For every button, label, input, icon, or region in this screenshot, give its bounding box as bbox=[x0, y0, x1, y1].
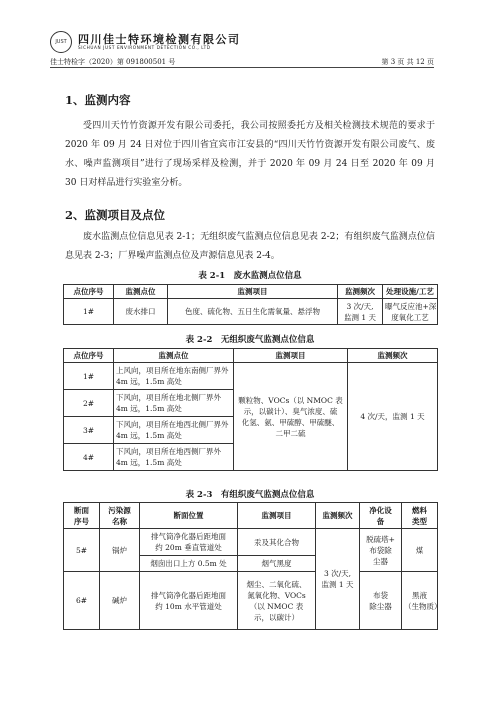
header-line: 净化设 bbox=[369, 505, 392, 515]
equipment-line: 布袋 bbox=[373, 590, 388, 600]
header-line: 污染源 bbox=[108, 505, 131, 515]
report-number: 佳士特检字（2020）第 091800501 号 bbox=[50, 58, 176, 66]
company-name-cn: 四川佳士特环境检测有限公司 bbox=[78, 33, 241, 46]
items-line: （以 NMOC 表 bbox=[249, 601, 304, 611]
site-line: 4m 远，1.5m 高处 bbox=[116, 458, 182, 467]
monitoring-frequency bbox=[338, 299, 383, 325]
header-line: 备 bbox=[376, 516, 385, 526]
table-row bbox=[64, 363, 438, 390]
equipment-line: 尘器 bbox=[373, 556, 388, 566]
table-header bbox=[64, 503, 100, 529]
company-name-en: SICHUAN JUST ENVIRONMENT DETECTION CO., LTD bbox=[78, 45, 211, 50]
table-header: 监测点位 bbox=[114, 285, 168, 299]
site-line: 下风向，项目所在地北侧厂界外 bbox=[116, 393, 221, 402]
table-header: 点位序号 bbox=[64, 285, 114, 299]
pollution-source: 锅炉 bbox=[100, 529, 140, 572]
facility-line: 曝气反应池+深 bbox=[385, 301, 437, 311]
monitoring-site bbox=[114, 363, 234, 390]
freq-line: 监测 1 天 bbox=[343, 312, 377, 322]
fuel-line: 黑液 bbox=[412, 590, 427, 600]
table-2-2 bbox=[63, 348, 438, 471]
table-header bbox=[402, 503, 438, 529]
header-divider bbox=[50, 67, 434, 68]
purification-equipment bbox=[360, 529, 402, 572]
table-header: 监测频次 bbox=[338, 285, 383, 299]
site-line: 4m 远，1.5m 高处 bbox=[116, 377, 182, 386]
table-2-3 bbox=[63, 502, 442, 630]
items-line: 烟尘、二氧化硫、 bbox=[246, 579, 307, 589]
items-line: 化氢、氨、甲硫醇、甲硫醚、 bbox=[241, 417, 340, 427]
monitoring-site bbox=[114, 444, 234, 471]
point-number: 1# bbox=[64, 299, 114, 325]
position-line: 约 10m 水平管道处 bbox=[155, 601, 222, 611]
monitoring-items bbox=[238, 572, 316, 630]
fuel-type: 煤 bbox=[402, 529, 438, 572]
monitoring-items: 汞及其化合物 bbox=[238, 529, 316, 556]
monitoring-frequency: 4 次/天，监测 1 天 bbox=[348, 363, 438, 471]
items-line: 颗粒物、VOCs（以 NMOC 表 bbox=[238, 395, 343, 405]
table-2-1 bbox=[63, 284, 438, 325]
treatment-facility bbox=[383, 299, 438, 325]
position-line: 排气筒净化器后距地面 bbox=[151, 590, 226, 600]
table-header: 处理设施/工艺 bbox=[383, 285, 438, 299]
site-line: 上风向，项目所在地东南侧厂界外 bbox=[116, 366, 229, 375]
purification-equipment bbox=[360, 572, 402, 630]
monitoring-items: 色度、硫化物、五日生化需氧量、悬浮物 bbox=[168, 299, 338, 325]
table-row bbox=[64, 299, 438, 325]
section-1-title: 1、监测内容 bbox=[65, 93, 131, 107]
items-line: 氮氧化物、VOCs bbox=[247, 590, 306, 600]
site-line: 下风向，项目所在地西侧厂界外 bbox=[116, 447, 221, 456]
table-header: 监测频次 bbox=[348, 349, 438, 363]
items-line: 示，以碳计） bbox=[254, 612, 299, 622]
site-line: 4m 远，1.5m 高处 bbox=[116, 431, 182, 440]
items-line: 示，以碳计）、臭气浓度、硫 bbox=[243, 406, 338, 416]
table-2-1-caption: 表 2-1 废水监测点位信息 bbox=[198, 271, 302, 281]
section-1-paragraph: 受四川天竹竹资源开发有限公司委托，我公司按照委托方及相关检测技术规范的要求于 2020 年 09 月 24 日对位于四川省宜宾市江安县的“四川天竹竹资源开发有限公司废气、废水、噪声监测项目”进行了现场采样及检测，并于 2020 年 09 月 24 日至 2020 年 09 月 30 日对样品进行实验室分析。 bbox=[65, 121, 435, 188]
table-2-3-caption: 表 2-3 有组织废气监测点位信息 bbox=[185, 490, 315, 500]
section-2-title: 2、监测项目及点位 bbox=[65, 208, 166, 222]
table-header: 监测频次 bbox=[316, 503, 360, 529]
facility-line: 度氧化工艺 bbox=[391, 312, 429, 322]
header-line: 序号 bbox=[74, 516, 89, 526]
section-position bbox=[140, 529, 238, 556]
section-position: 烟囱出口上方 0.5m 处 bbox=[140, 556, 238, 572]
table-header: 点位序号 bbox=[64, 349, 114, 363]
pollution-source: 碱炉 bbox=[100, 572, 140, 630]
point-number: 4# bbox=[64, 444, 114, 471]
point-number: 2# bbox=[64, 390, 114, 417]
section-position bbox=[140, 572, 238, 630]
table-header: 监测项目 bbox=[168, 285, 338, 299]
equipment-line: 布袋除 bbox=[369, 545, 392, 555]
monitoring-items: 烟气黑度 bbox=[238, 556, 316, 572]
position-line: 约 20m 垂直管道处 bbox=[155, 543, 222, 552]
fuel-line: （生物质） bbox=[404, 601, 442, 611]
freq-line: 监测 1 天 bbox=[321, 580, 354, 589]
section-number: 6# bbox=[64, 572, 100, 630]
equipment-line: 除尘器 bbox=[369, 601, 392, 611]
point-number: 1# bbox=[64, 363, 114, 390]
logo-mark: JUST bbox=[55, 39, 67, 45]
section-number: 5# bbox=[64, 529, 100, 572]
table-header bbox=[360, 503, 402, 529]
freq-line: 3 次/天, bbox=[323, 569, 352, 578]
site-line: 4m 远，1.5m 高处 bbox=[116, 404, 182, 413]
table-header: 断面位置 bbox=[140, 503, 238, 529]
point-number: 3# bbox=[64, 417, 114, 444]
page-indicator: 第 3 页 共 12 页 bbox=[381, 58, 434, 66]
freq-line: 3 次/天, bbox=[346, 301, 374, 311]
table-row bbox=[64, 529, 438, 556]
site-line: 下风向，项目所在地西北侧厂界外 bbox=[116, 420, 229, 429]
items-line: 二甲二硫 bbox=[275, 428, 306, 438]
equipment-line: 脱硫塔+ bbox=[366, 534, 395, 544]
table-row bbox=[64, 572, 438, 630]
position-line: 排气筒净化器后距地面 bbox=[151, 532, 226, 541]
section-2-paragraph: 废水监测点位信息见表 2-1；无组织废气监测点位信息见表 2-2；有组织废气监测点位信息见表 2-3；厂界噪声监测点位及声源信息见表 2-4。 bbox=[65, 232, 435, 261]
monitoring-frequency bbox=[316, 529, 360, 630]
table-header: 监测项目 bbox=[234, 349, 348, 363]
table-header: 监测项目 bbox=[238, 503, 316, 529]
table-header bbox=[100, 503, 140, 529]
monitoring-items bbox=[234, 363, 348, 471]
header-line: 燃料 bbox=[412, 505, 427, 515]
table-2-2-caption: 表 2-2 无组织废气监测点位信息 bbox=[185, 335, 315, 345]
header-line: 名称 bbox=[112, 516, 127, 526]
table-header: 监测点位 bbox=[114, 349, 234, 363]
monitoring-site: 废水排口 bbox=[114, 299, 168, 325]
header-line: 断面 bbox=[74, 505, 89, 515]
monitoring-site bbox=[114, 390, 234, 417]
fuel-type bbox=[402, 572, 442, 630]
monitoring-site bbox=[114, 417, 234, 444]
company-logo bbox=[50, 31, 72, 53]
header-line: 类型 bbox=[412, 516, 427, 526]
